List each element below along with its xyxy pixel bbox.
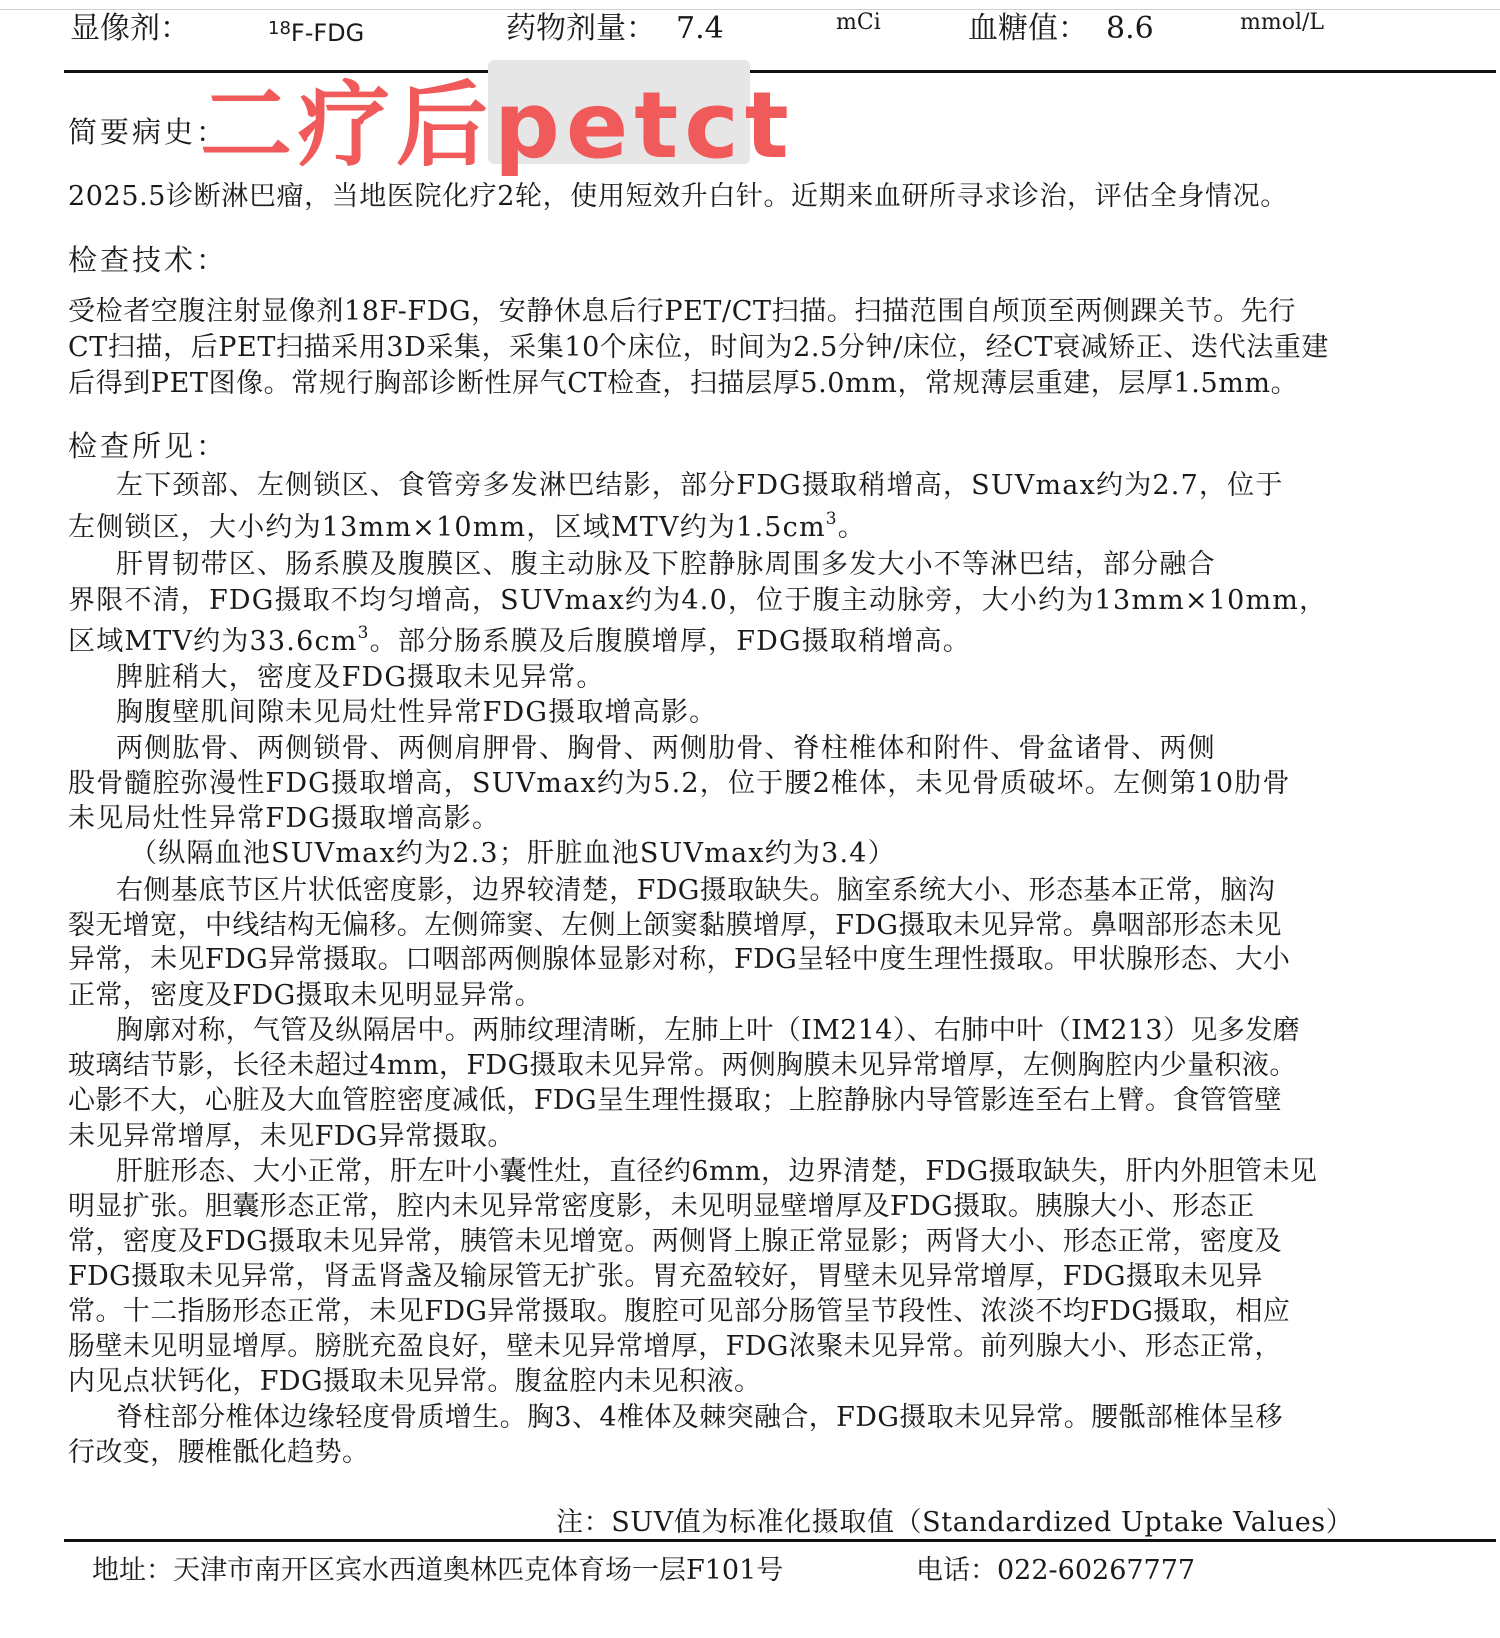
- findings-line: 明显扩张。胆囊形态正常，腔内未见异常密度影，未见明显壁增厚及FDG摄取。胰腺大小、形态正: [68, 1191, 1255, 1222]
- agent-mass-number: 18: [268, 18, 291, 39]
- findings-line: 左侧锁区，大小约为13mm×10mm，区域MTV约为$1.5cm^3$。: [68, 509, 866, 543]
- findings-line: 两侧肱骨、两侧锁骨、两侧肩胛骨、胸骨、两侧肋骨、脊柱椎体和附件、骨盆诸骨、两侧: [116, 733, 1216, 764]
- footer-rule: [64, 1539, 1496, 1542]
- technique-line: CT扫描，后PET扫描采用3D采集，采集10个床位，时间为2.5分钟/床位，经CT衰减矫正、迭代法重建: [68, 332, 1330, 363]
- agent-value: [268, 20, 364, 45]
- glucose-value: 8.6: [1106, 11, 1154, 46]
- findings-line: 界限不清，FDG摄取不均匀增高，SUVmax约为4.0，位于腹主动脉旁，大小约为13mm×10mm，: [68, 585, 1328, 616]
- findings-line: 胸腹壁肌间隙未见局灶性异常FDG摄取增高影。: [116, 697, 718, 728]
- findings-line: 心影不大，心脏及大血管腔密度减低，FDG呈生理性摄取；上腔静脉内导管影连至右上臂。食管管壁: [68, 1085, 1282, 1116]
- findings-line: （纵隔血池SUVmax约为2.3；肝脏血池SUVmax约为3.4）: [130, 838, 896, 869]
- findings-line: 未见局灶性异常FDG摄取增高影。: [68, 803, 501, 834]
- findings-line: 常，密度及FDG摄取未见异常，胰管未见增宽。两侧肾上腺正常显影；两肾大小、形态正常，密度及: [68, 1226, 1282, 1257]
- history-text: 2025.5诊断淋巴瘤，当地医院化疗2轮，使用短效升白针。近期来血研所寻求诊治，评估全身情况。: [68, 181, 1288, 212]
- history-heading: 简要病史：: [68, 115, 229, 149]
- glucose-label: 血糖值：: [968, 11, 1088, 46]
- technique-paragraph: [68, 294, 1468, 402]
- footer-phone: 电话：022-60267777: [916, 1555, 1196, 1586]
- dose-label: 药物剂量：: [506, 11, 656, 46]
- findings-line: 脾脏稍大，密度及FDG摄取未见异常。: [116, 662, 605, 693]
- findings-line: FDG摄取未见异常，肾盂肾盏及输尿管无扩张。胃充盈较好，胃壁未见异常增厚，FDG摄取未见异: [68, 1261, 1263, 1292]
- findings-line: 脊柱部分椎体边缘轻度骨质增生。胸3、4椎体及棘突融合，FDG摄取未见异常。腰骶部椎体呈移: [116, 1402, 1283, 1433]
- findings-line: 未见异常增厚，未见FDG异常摄取。: [68, 1121, 515, 1152]
- findings-line: 正常，密度及FDG摄取未见明显异常。: [68, 980, 543, 1011]
- findings-line: 内见点状钙化，FDG摄取未见异常。腹盆腔内未见积液。: [68, 1366, 762, 1397]
- findings-line: 股骨髓腔弥漫性FDG摄取增高，SUVmax约为5.2，位于腰2椎体，未见骨质破坏。左侧第10肋骨: [68, 768, 1291, 799]
- technique-heading: 检查技术：: [68, 243, 229, 277]
- superscript-3: 3: [357, 623, 370, 643]
- findings-line: 裂无增宽，中线结构无偏移。左侧筛窦、左侧上颌窦黏膜增厚，FDG摄取未见异常。鼻咽部形态未见: [68, 910, 1282, 941]
- findings-line: 异常，未见FDG异常摄取。口咽部两侧腺体显影对称，FDG呈轻中度生理性摄取。甲状腺形态、大小: [68, 944, 1291, 975]
- glucose-unit: mmol/L: [1240, 10, 1325, 35]
- overlay-text: 二疗后petct: [200, 72, 795, 179]
- technique-line: 后得到PET图像。常规行胸部诊断性屏气CT检查，扫描层厚5.0mm，常规薄层重建，层厚1.5mm。: [68, 368, 1299, 399]
- suv-note: 注：SUV值为标准化摄取值（Standardized Uptake Values）: [556, 1507, 1354, 1538]
- footer-address: 地址：天津市南开区宾水西道奥林匹克体育场一层F101号: [92, 1555, 784, 1586]
- findings-line: 玻璃结节影，长径未超过4mm，FDG摄取未见异常。两侧胸膜未见异常增厚，左侧胸腔内少量积液。: [68, 1050, 1297, 1081]
- findings-line: 右侧基底节区片状低密度影，边界较清楚，FDG摄取缺失。脑室系统大小、形态基本正常，脑沟: [116, 875, 1276, 906]
- findings-line: 行改变，腰椎骶化趋势。: [68, 1437, 370, 1468]
- agent-label: 显像剂：: [70, 11, 190, 46]
- technique-line: 受检者空腹注射显像剂18F-FDG，安静休息后行PET/CT扫描。扫描范围自颅顶至两侧踝关节。先行: [68, 296, 1296, 327]
- findings-line: 常。十二指肠形态正常，未见FDG异常摄取。腹腔可见部分肠管呈节段性、浓淡不均FDG摄取，相应: [68, 1296, 1291, 1327]
- dose-value: 7.4: [676, 11, 724, 46]
- findings-heading: 检查所见：: [68, 429, 229, 463]
- dose-unit: mCi: [836, 10, 881, 35]
- findings-line: 肝胃韧带区、肠系膜及腹膜区、腹主动脉及下腔静脉周围多发大小不等淋巴结，部分融合: [116, 549, 1216, 580]
- findings-line: 胸廓对称，气管及纵隔居中。两肺纹理清晰，左肺上叶（IM214）、右肺中叶（IM213）见多发磨: [116, 1015, 1300, 1046]
- agent-name: F-FDG: [290, 19, 365, 47]
- findings-line: 左下颈部、左侧锁区、食管旁多发淋巴结影，部分FDG摄取稍增高，SUVmax约为2.7，位于: [116, 470, 1284, 501]
- findings-line: 肝脏形态、大小正常，肝左叶小囊性灶，直径约6mm，边界清楚，FDG摄取缺失，肝内外胆管未见: [116, 1156, 1318, 1187]
- findings-line: 肠壁未见明显增厚。膀胱充盈良好，壁未见异常增厚，FDG浓聚未见异常。前列腺大小、形态正常，: [68, 1331, 1282, 1362]
- findings-line: 区域MTV约为$33.6cm^3$。部分肠系膜及后腹膜增厚，FDG摄取稍增高。: [68, 623, 971, 657]
- superscript-3: 3: [825, 509, 838, 529]
